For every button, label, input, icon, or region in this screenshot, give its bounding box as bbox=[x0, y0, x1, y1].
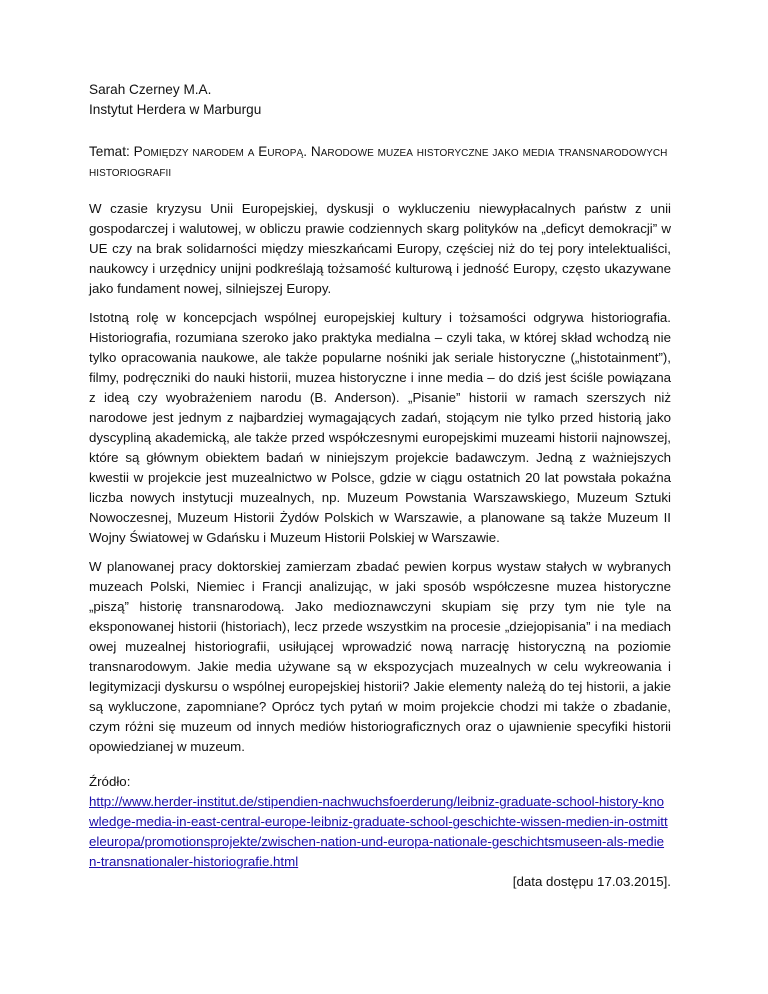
access-date: [data dostępu 17.03.2015]. bbox=[512, 874, 671, 889]
body-text bbox=[89, 199, 671, 757]
source-label: Źródło: bbox=[89, 774, 131, 789]
topic-line bbox=[89, 142, 671, 182]
document-page bbox=[89, 80, 671, 892]
source-block bbox=[89, 772, 671, 892]
author-institution: Instytut Herdera w Marburgu bbox=[89, 102, 262, 117]
topic-title: Pomiędzy narodem a Europą. Narodowe muzea historyczne jako media transnarodowych historiografii bbox=[89, 144, 668, 179]
author-name: Sarah Czerney M.A. bbox=[89, 82, 212, 97]
author-block bbox=[89, 80, 671, 120]
paragraph: W planowanej pracy doktorskiej zamierzam zbadać pewien korpus wystaw stałych w wybranych muzeach Polski, Niemiec i Francji analizując, w jaki sposób współczesne muzea historyczne „piszą” historię transnarodową. Jako medioznawczyni skupiam się przy tym nie tyle na eksponowanej historii (historiach), lecz przede wszystkim na procesie „dziejopisania” i na mediach owej muzealnej historiografii, usiłującej wprowadzić nową narrację historyczną na poziomie transnarodowym. Jakie media używane są w ekspozycjach muzealnych w celu wykreowania i legitymizacji dyskursu o wspólnej europejskiej historii? Jakie elementy należą do tej historii, a jakie są wykluczone, zapomniane? Oprócz tych pytań w moim projekcie chodzi mi także o zbadanie, czym różni się muzeum od innych mediów historiograficznych oraz o ujawnienie specyfiki historii opowiedzianej w muzeum. bbox=[89, 559, 671, 754]
paragraph: Istotną rolę w koncepcjach wspólnej europejskiej kultury i tożsamości odgrywa historiografia. Historiografia, rozumiana szeroko jako praktyka medialna – czyli taka, w której skład wchodzą nie tylko opracowania naukowe, ale także popularne nośniki jak seriale historyczne („histotainment”), filmy, podręczniki do nauki historii, muzea historyczne i inne media – do dziś jest ściśle powiązana z ideą czy wyobrażeniem narodu (B. Anderson). „Pisanie” historii w ramach szerszych niż narodowe jest jednym z najbardziej wymagających zadań, stojącym nie tylko przed historią jako dyscypliną akademicką, ale także przed współczesnymi europejskimi muzeami historii najnowszej, które są głównym obiektem badań w niniejszym projekcie badawczym. Jedną z ważniejszych kwestii w projekcie jest muzealnictwo w Polsce, gdzie w ciągu ostatnich 20 lat powstała pokaźna liczba nowych instytucji muzealnych, np. Muzeum Powstania Warszawskiego, Muzeum Sztuki Nowoczesnej, Muzeum Historii Żydów Polskich w Warszawie, a planowane są także Muzeum II Wojny Światowej w Gdańsku i Muzeum Historii Polskiej w Warszawie. bbox=[89, 310, 671, 545]
source-link[interactable]: http://www.herder-institut.de/stipendien-nachwuchsfoerderung/leibniz-graduate-school-history-knowledge-media-in-east-central-europe-leibniz-graduate-school-geschichte-wissen-medien-in-ostmitteleuropa/promotionsprojekte/zwischen-nation-und-europa-nationale-geschichtsmuseen-als-medien-transnationaler-historiografie.html bbox=[89, 794, 668, 869]
paragraph: W czasie kryzysu Unii Europejskiej, dyskusji o wykluczeniu niewypłacalnych państw z unii gospodarczej i walutowej, w obliczu prawie codziennych skarg polityków na „deficyt demokracji” w UE czy na brak solidarności między mieszkańcami Europy, częściej niż do tej pory intelektualiści, naukowcy i urzędnicy unijni podkreślają tożsamość kulturową i jedność Europy, często ukazywane jako fundament nowej, silniejszej Europy. bbox=[89, 201, 671, 296]
topic-label: Temat: bbox=[89, 144, 134, 159]
